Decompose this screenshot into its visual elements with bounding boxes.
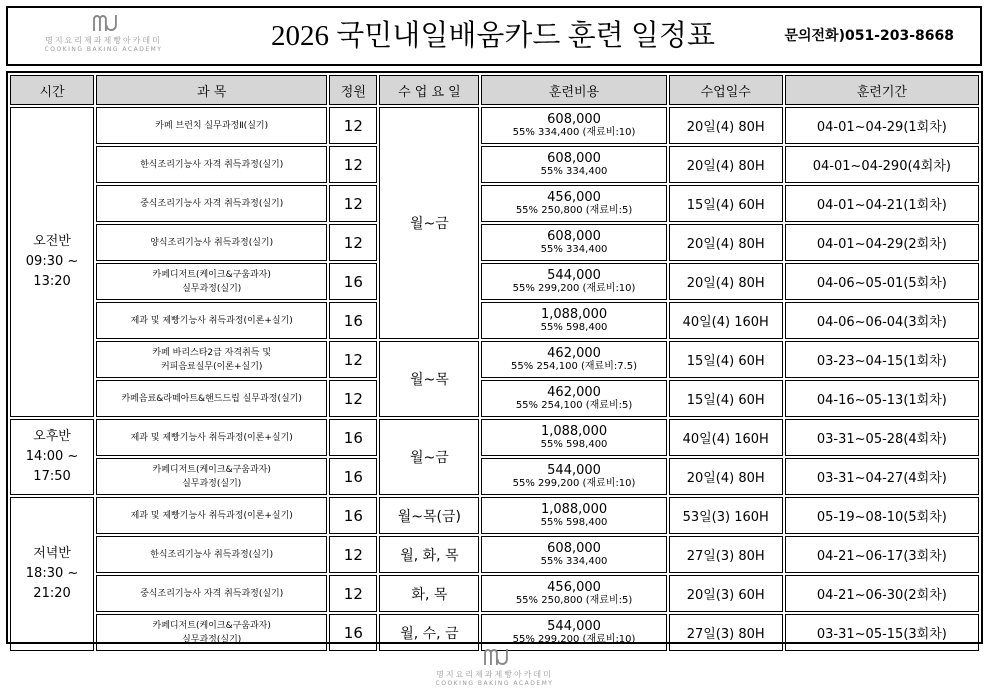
course-cell [96,341,327,378]
cost-cell [481,302,666,339]
time-slot-cell [10,107,94,417]
capacity-cell: 16 [329,263,377,300]
cost-amount: 544,000 [547,267,601,283]
cost-subsidy: 55% 299,200 (재료비:10) [512,477,636,489]
num-days-cell: 20일(4) 80H [669,458,783,495]
course-cell [96,263,327,300]
course-name: 제과 및 제빵기능사 취득과정(이론+실기) [130,432,293,443]
page-title: 2026 국민내일배움카드 훈련 일정표 [271,20,715,52]
time-slot-start: 18:30 ~ [25,566,79,581]
num-days-cell: 20일(3) 60H [669,575,783,612]
cost-amount: 456,000 [547,579,601,595]
course-name: 카페디저트(케이크&구움과자) [152,620,271,631]
cost-amount: 608,000 [547,228,601,244]
table-row [10,380,979,417]
time-slot-start: 09:30 ~ [25,254,79,269]
cost-cell [481,575,666,612]
period-cell: 03-31~04-27(4회차) [785,458,979,495]
capacity-cell: 16 [329,458,377,495]
table-row [10,575,979,612]
num-days-cell: 20일(4) 80H [669,224,783,261]
table-row [10,146,979,183]
course-name-line2: 커피음료실무(이론+실기) [160,361,263,372]
footer-logo [407,648,582,688]
time-slot-end: 17:50 [33,469,71,484]
num-days-cell: 40일(4) 160H [669,419,783,456]
time-slot-end: 13:20 [33,274,71,289]
course-cell [96,380,327,417]
period-cell: 04-01~04-21(1회차) [785,185,979,222]
contact-phone: 문의전화)051-203-8668 [784,28,954,44]
academy-logo [16,14,191,60]
table-row [10,224,979,261]
time-slot-end: 21:20 [33,586,71,601]
course-cell [96,497,327,534]
cost-cell [481,536,666,573]
cost-amount: 1,088,000 [540,423,608,439]
capacity-cell: 12 [329,107,377,144]
col-class-days: 수 업 요 일 [379,75,479,105]
table-row [10,263,979,300]
cost-amount: 462,000 [547,384,601,400]
num-days-cell: 15일(4) 60H [669,341,783,378]
capacity-cell: 12 [329,224,377,261]
table-row [10,419,979,456]
num-days-cell: 15일(4) 60H [669,380,783,417]
course-cell [96,302,327,339]
period-cell: 03-23~04-15(1회차) [785,341,979,378]
course-cell [96,107,327,144]
course-name: 카페 바리스타2급 자격취득 및 [152,347,272,358]
capacity-cell: 16 [329,497,377,534]
cost-amount: 456,000 [547,189,601,205]
course-name: 제과 및 제빵기능사 취득과정(이론+실기) [130,315,293,326]
table-row [10,536,979,573]
cost-subsidy: 55% 334,400 [540,243,608,255]
header-row [10,75,979,105]
cost-amount: 544,000 [547,618,601,634]
num-days-cell: 27일(3) 80H [669,614,783,651]
course-cell [96,185,327,222]
class-days-cell: 월~금 [379,107,479,339]
col-time: 시간 [10,75,94,105]
course-name-line2: 실무과정(실기) [182,478,242,489]
time-slot-cell [10,497,94,651]
num-days-cell: 27일(3) 80H [669,536,783,573]
cost-amount: 462,000 [547,345,601,361]
col-cost: 훈련비용 [481,75,666,105]
course-name-line2: 실무과정(실기) [182,634,242,645]
capacity-cell: 16 [329,614,377,651]
time-slot-label: 오전반 [33,234,71,249]
col-capacity: 정원 [329,75,377,105]
class-days-cell: 월~목(금) [379,497,479,534]
course-name: 카페디저트(케이크&구움과자) [152,269,271,280]
course-cell [96,419,327,456]
cost-subsidy: 55% 254,100 (재료비:7.5) [511,360,638,372]
table-row [10,458,979,495]
period-cell: 05-19~08-10(5회차) [785,497,979,534]
num-days-cell: 40일(4) 160H [669,302,783,339]
schedule-table-frame [6,71,983,644]
cost-subsidy: 55% 254,100 (재료비:5) [515,399,633,411]
cost-subsidy: 55% 250,800 (재료비:5) [515,204,633,216]
cost-cell [481,146,666,183]
period-cell: 04-21~06-30(2회차) [785,575,979,612]
time-slot-label: 오후반 [33,429,71,444]
cost-amount: 608,000 [547,150,601,166]
capacity-cell: 16 [329,419,377,456]
cost-subsidy: 55% 250,800 (재료비:5) [515,594,633,606]
cost-subsidy: 55% 299,200 (재료비:10) [512,282,636,294]
capacity-cell: 12 [329,185,377,222]
course-cell [96,614,327,651]
cost-subsidy: 55% 334,400 (재료비:10) [512,126,636,138]
time-slot-label: 저녁반 [33,546,71,561]
col-num-days: 수업일수 [669,75,783,105]
cost-subsidy: 55% 334,400 [540,555,608,567]
cost-subsidy: 55% 299,200 (재료비:10) [512,633,636,645]
cost-cell [481,458,666,495]
cost-cell [481,341,666,378]
course-name: 중식조리기능사 자격 취득과정(실기) [140,198,284,209]
course-cell [96,146,327,183]
period-cell: 04-01~04-29(1회차) [785,107,979,144]
header-box [6,6,982,66]
class-days-cell: 월~금 [379,419,479,495]
period-cell: 04-01~04-29(2회차) [785,224,979,261]
col-period: 훈련기간 [785,75,979,105]
time-slot-start: 14:00 ~ [25,449,79,464]
cost-amount: 1,088,000 [540,306,608,322]
cost-amount: 544,000 [547,462,601,478]
cost-amount: 608,000 [547,540,601,556]
course-name: 카페디저트(케이크&구움과자) [152,464,271,475]
course-cell [96,536,327,573]
course-name: 한식조리기능사 취득과정(실기) [150,549,274,560]
period-cell: 04-16~05-13(1회차) [785,380,979,417]
footer-logo-english-text: COOKING BAKING ACADEMY [435,680,554,687]
table-row [10,302,979,339]
capacity-cell: 12 [329,146,377,183]
course-name: 제과 및 제빵기능사 취득과정(이론+실기) [130,510,293,521]
period-cell: 03-31~05-15(3회차) [785,614,979,651]
logo-english-text: COOKING BAKING ACADEMY [44,46,163,53]
cost-subsidy: 55% 598,400 [540,321,608,333]
course-cell [96,575,327,612]
cost-cell [481,614,666,651]
num-days-cell: 53일(3) 160H [669,497,783,534]
table-row [10,185,979,222]
footer-logo-mark: ᗰᒍ [483,646,506,671]
cost-cell [481,263,666,300]
course-cell [96,458,327,495]
capacity-cell: 12 [329,380,377,417]
table-row [10,341,979,378]
cost-cell [481,380,666,417]
schedule-body [10,107,979,651]
footer-logo-korean-text: 명지요리제과제빵아카데미 [436,670,553,679]
class-days-cell: 화, 목 [379,575,479,612]
num-days-cell: 20일(4) 80H [669,146,783,183]
time-slot-cell [10,419,94,495]
cost-cell [481,419,666,456]
col-course: 과 목 [96,75,327,105]
cost-amount: 608,000 [547,111,601,127]
capacity-cell: 16 [329,302,377,339]
cost-cell [481,224,666,261]
course-name: 카페음료&라떼아트&핸드드립 실무과정(실기) [121,393,302,404]
period-cell: 04-06~05-01(5회차) [785,263,979,300]
cost-cell [481,107,666,144]
cost-cell [481,185,666,222]
cost-subsidy: 55% 598,400 [540,438,608,450]
course-name: 양식조리기능사 취득과정(실기) [150,237,274,248]
table-row [10,107,979,144]
course-name: 카페 브런치 실무과정Ⅱ(실기) [155,120,269,131]
course-name-line2: 실무과정(실기) [182,283,242,294]
class-days-cell: 월, 화, 목 [379,536,479,573]
class-days-cell: 월, 수, 금 [379,614,479,651]
period-cell: 04-01~04-290(4회차) [785,146,979,183]
schedule-table [8,73,981,653]
course-name: 중식조리기능사 자격 취득과정(실기) [140,588,284,599]
cost-amount: 1,088,000 [540,501,608,517]
table-row [10,497,979,534]
logo-mark: ᗰᒍ [92,12,115,37]
cost-subsidy: 55% 598,400 [540,516,608,528]
period-cell: 03-31~05-28(4회차) [785,419,979,456]
logo-korean-text: 명지요리제과제빵아카데미 [45,36,162,45]
period-cell: 04-21~06-17(3회차) [785,536,979,573]
capacity-cell: 12 [329,536,377,573]
cost-cell [481,497,666,534]
course-name: 한식조리기능사 자격 취득과정(실기) [140,159,284,170]
num-days-cell: 20일(4) 80H [669,263,783,300]
capacity-cell: 12 [329,341,377,378]
period-cell: 04-06~06-04(3회차) [785,302,979,339]
capacity-cell: 12 [329,575,377,612]
num-days-cell: 15일(4) 60H [669,185,783,222]
class-days-cell: 월~목 [379,341,479,417]
num-days-cell: 20일(4) 80H [669,107,783,144]
course-cell [96,224,327,261]
cost-subsidy: 55% 334,400 [540,165,608,177]
